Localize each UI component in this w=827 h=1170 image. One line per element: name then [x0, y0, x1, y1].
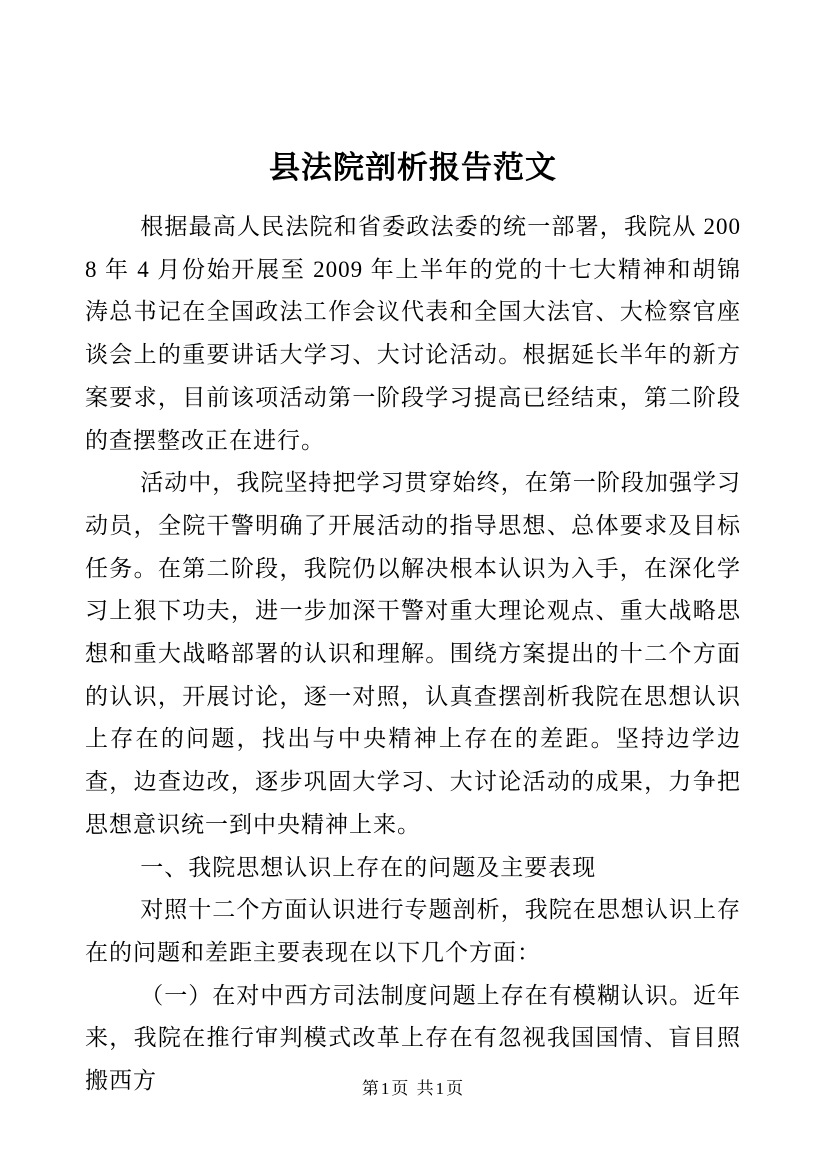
section-heading-one: 一、我院思想认识上存在的问题及主要表现	[140, 854, 597, 880]
document-title: 县法院剖析报告范文	[269, 150, 557, 185]
document-content	[85, 145, 741, 1103]
page-footer	[0, 1074, 827, 1099]
paragraph-activity: 活动中，我院坚持把学习贯穿始终，在第一阶段加强学习动员，全院干警明确了开展活动的指导思想、总体要求及目标任务。在第二阶段，我院仍以解决根本认识为入手，在深化学习上狠下功夫，进一步加深干警对重大理论观点、重大战略思想和重大战略部署的认识和理解。围绕方案提出的十二个方面的认识，开展讨论，逐一对照，认真查摆剖析我院在思想认识上存在的问题，找出与中央精神上存在的差距。坚持边学边查，边查边改，逐步巩固大学习、大讨论活动的成果，力争把思想意识统一到中央精神上来。	[85, 470, 741, 837]
paragraph-point-one: （一）在对中西方司法制度问题上存在有模糊认识。近年来，我院在推行审判模式改革上存在有忽视我国国情、盲目照搬西方	[85, 982, 741, 1094]
page-number-indicator: 第1页 共1页	[361, 1079, 466, 1098]
paragraph-intro: 根据最高人民法院和省委政法委的统一部署，我院从 2008 年 4 月份始开展至 2009 年上半年的党的十七大精神和胡锦涛总书记在全国政法工作会议代表和全国大法官、大检察官座谈会上的重要讲话大学习、大讨论活动。根据延长半年的新方案要求，目前该项活动第一阶段学习提高已经结束，第二阶段的查摆整改正在进行。	[85, 214, 741, 453]
paragraph-overview: 对照十二个方面认识进行专题剖析，我院在思想认识上存在的问题和差距主要表现在以下几个方面：	[85, 897, 741, 965]
